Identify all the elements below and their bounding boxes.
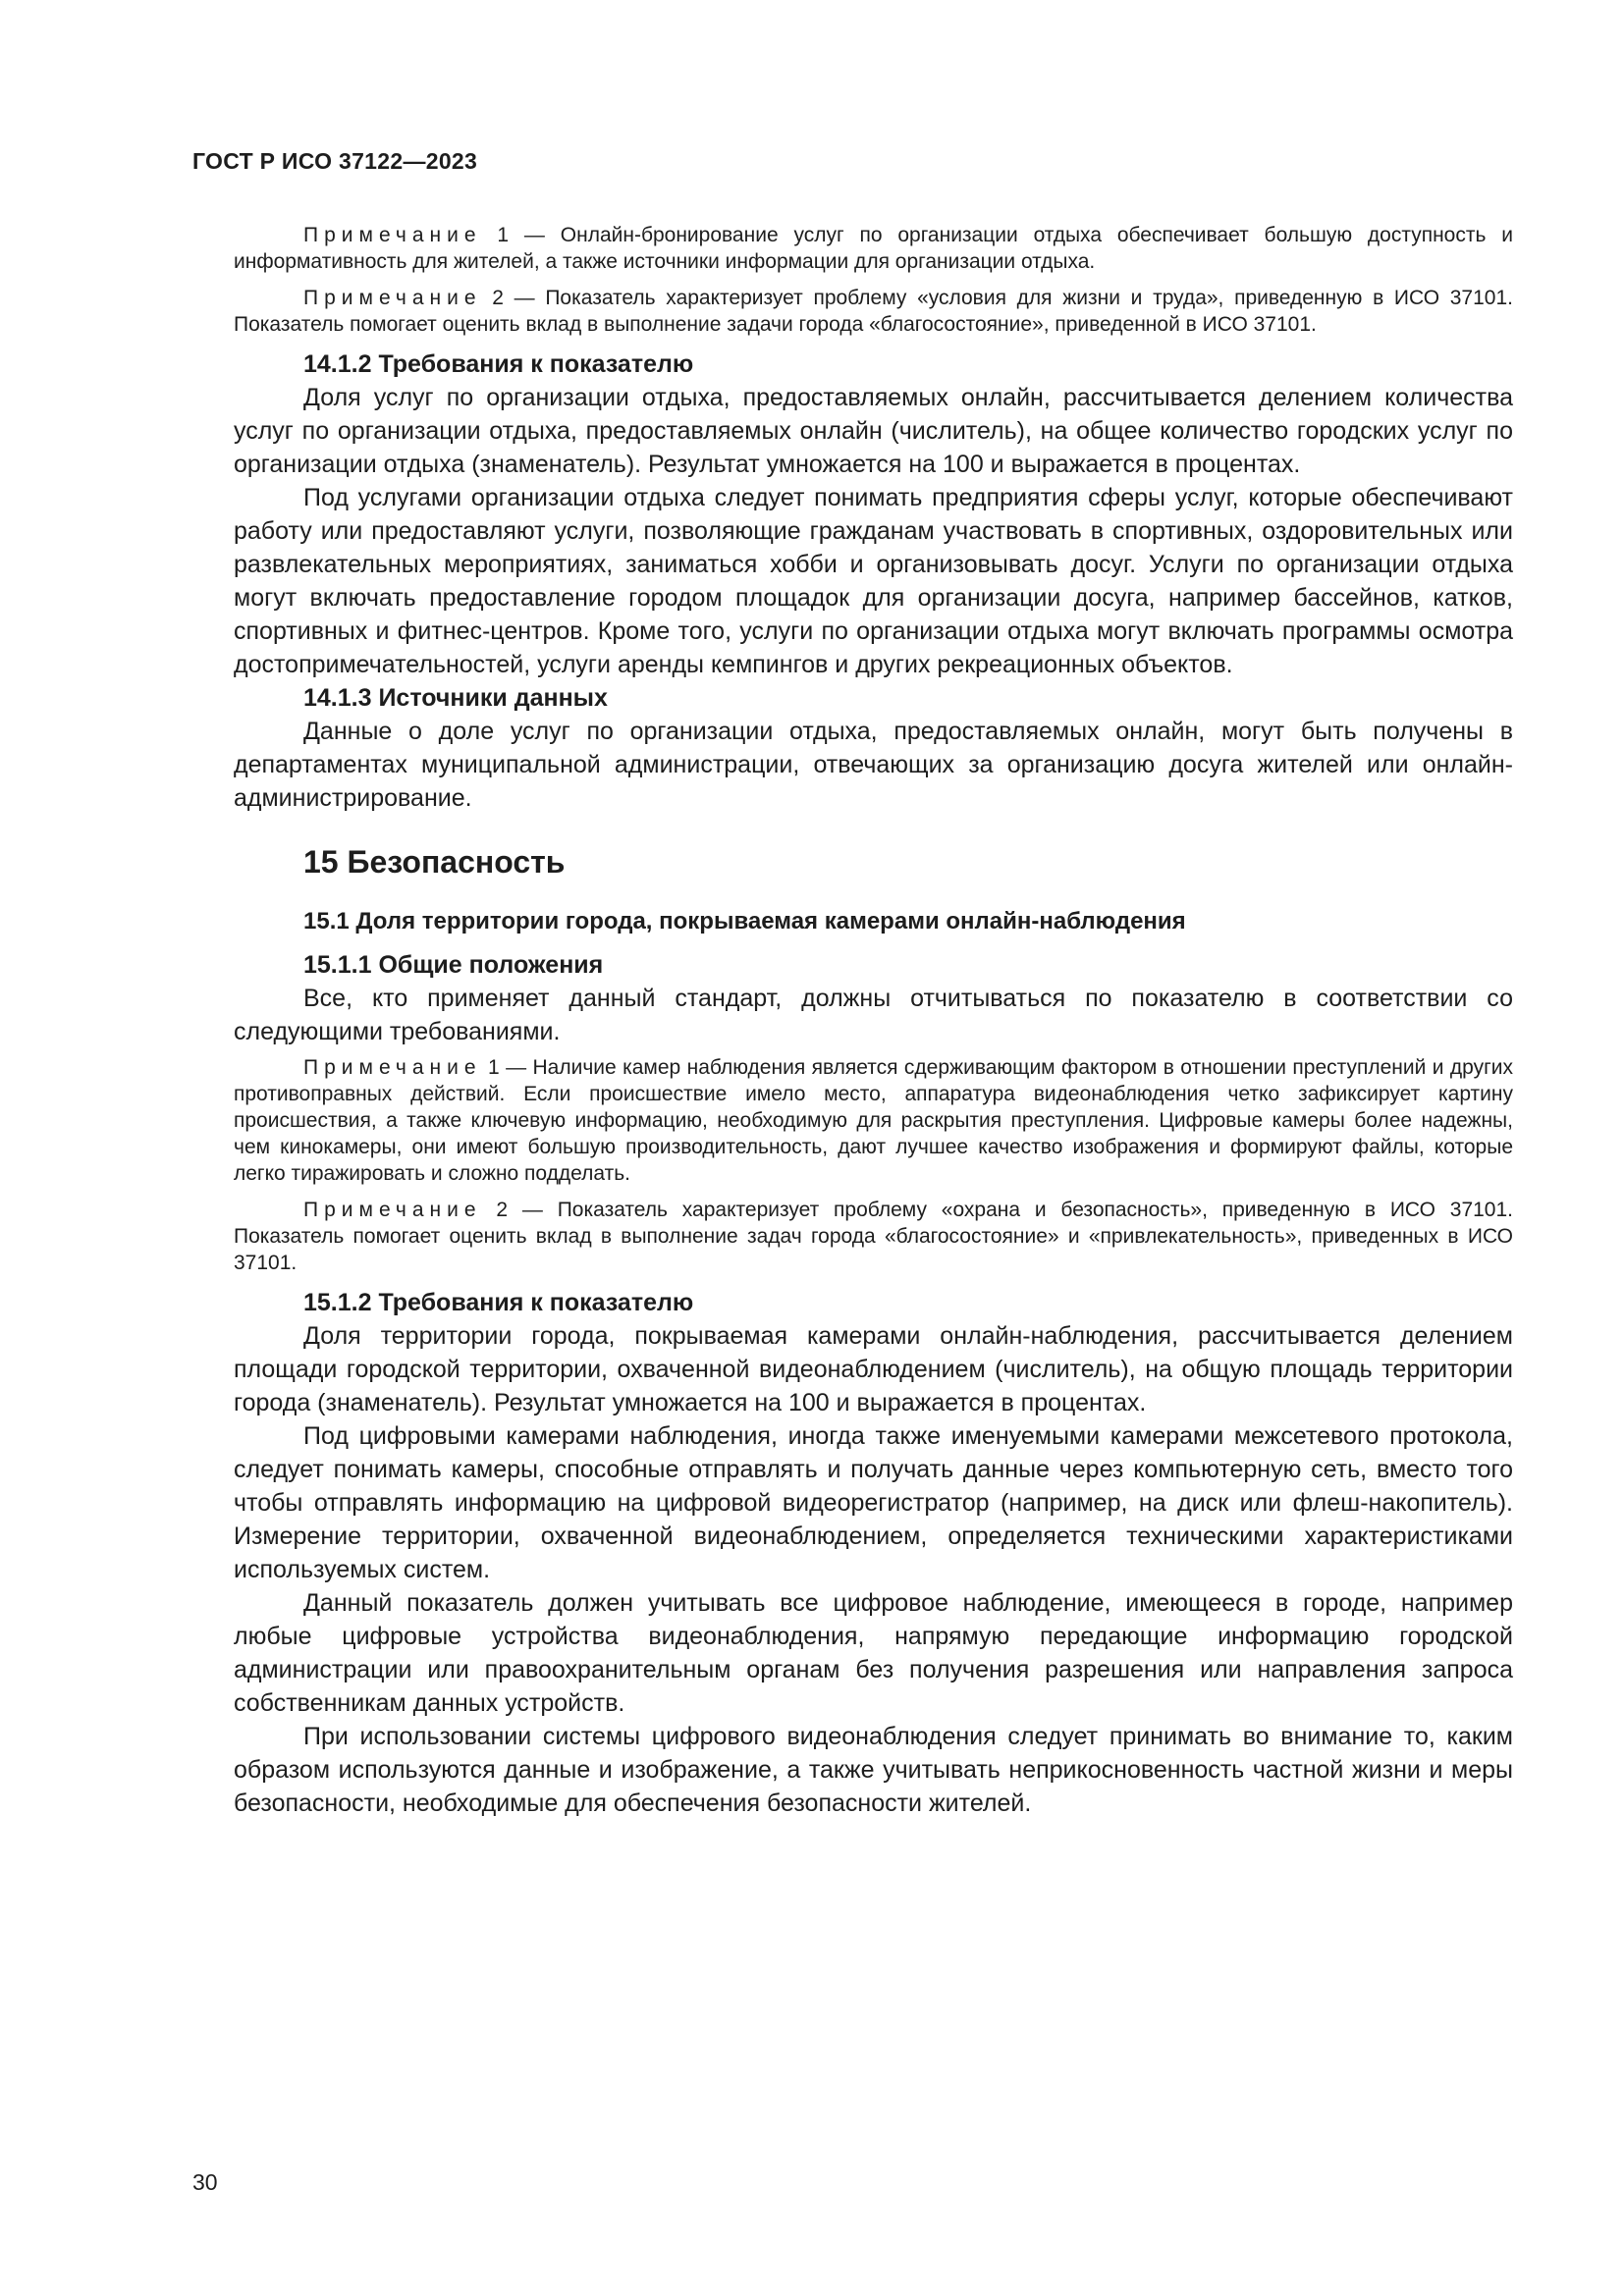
- note-14-2: [234, 285, 1513, 338]
- note-text: 1 — Онлайн-бронирование услуг по организации отдыха обеспечивает большую доступность и информативность для жителей, а также источники информации для организации отдыха.: [234, 224, 1513, 273]
- page-number: 30: [192, 2169, 218, 2195]
- note-label: Примечание: [303, 287, 482, 309]
- note-text: 2 — Показатель характеризует проблему «охрана и безопасность», приведенную в ИСО 37101. Показатель помогает оценить вклад в выполнение задач города «благосостояние» и «привлекательность», приведенных в ИСО 37101.: [234, 1199, 1513, 1274]
- note-15-1: [234, 1054, 1513, 1187]
- paragraph: Данный показатель должен учитывать все цифровое наблюдение, имеющееся в городе, например любые цифровые устройства видеонаблюдения, напрямую передающие информацию городской администрации или правоохранительным органам без получения разрешения или направления запроса собственникам данных устройств.: [234, 1589, 1513, 1717]
- note-label: Примечание: [303, 1199, 482, 1221]
- heading-15-1-1: 15.1.1 Общие положения: [303, 951, 604, 979]
- paragraph: При использовании системы цифрового видеонаблюдения следует принимать во внимание то, каким образом используются данные и изображение, а также учитывать неприкосновенность частной жизни и меры безопасности, необходимые для обеспечения безопасности жителей.: [234, 1723, 1513, 1817]
- paragraph: Данные о доле услуг по организации отдыха, предоставляемых онлайн, могут быть получены в департаментах муниципальной администрации, отвечающих за организацию досуга жителей или онлайн-администрирование.: [234, 718, 1513, 812]
- note-label: Примечание: [303, 224, 482, 246]
- paragraph: Под цифровыми камерами наблюдения, иногда также именуемыми камерами межсетевого протокола, следует понимать камеры, способные отправлять и получать данные через компьютерную сеть, вместо того чтобы отправлять информацию на цифровой видеорегистратор (например, на диск или флеш-накопитель). Измерение территории, охваченной видеонаблюдением, определяется техническими характеристиками используемых систем.: [234, 1422, 1513, 1583]
- note-text: 1 — Наличие камер наблюдения является сдерживающим фактором в отношении преступлений и других противоправных действий. Если происшествие имело место, аппаратура видеонаблюдения четко зафиксирует картину происшествия, а также ключевую информацию, необходимую для раскрытия преступления. Цифровые камеры более надежны, чем кинокамеры, они имеют большую производительность, дают лучшее качество изображения и формируют файлы, которые легко тиражировать и сложно подделать.: [234, 1056, 1513, 1185]
- paragraph: Под услугами организации отдыха следует понимать предприятия сферы услуг, которые обеспечивают работу или предоставляют услуги, позволяющие гражданам участвовать в спортивных, оздоровительных или развлекательных мероприятиях, заниматься хобби и организовывать досуг. Услуги по организации отдыха могут включать предоставление городом площадок для организации досуга, например бассейнов, катков, спортивных и фитнес-центров. Кроме того, услуги по организации отдыха могут включать программы осмотра достопримечательностей, услуги аренды кемпингов и других рекреационных объектов.: [234, 484, 1513, 678]
- page-content: [234, 222, 1513, 1820]
- paragraph: Доля услуг по организации отдыха, предоставляемых онлайн, рассчитывается делением количества услуг по организации отдыха, предоставляемых онлайн (числитель), на общее количество городских услуг по организации отдыха (знаменатель). Результат умножается на 100 и выражается в процентах.: [234, 384, 1513, 478]
- section-title-15: 15 Безопасность: [303, 844, 566, 880]
- paragraph: Доля территории города, покрываемая камерами онлайн-наблюдения, рассчитывается делением площади городской территории, охваченной видеонаблюдением (числитель), на общую площадь территории города (знаменатель). Результат умножается на 100 и выражается в процентах.: [234, 1322, 1513, 1416]
- heading-15-1-2: 15.1.2 Требования к показателю: [303, 1289, 694, 1316]
- standard-code-header: ГОСТ Р ИСО 37122—2023: [192, 148, 478, 174]
- note-text: 2 — Показатель характеризует проблему «условия для жизни и труда», приведенную в ИСО 37101. Показатель помогает оценить вклад в выполнение задачи города «благосостояние», приведенной в ИСО 37101.: [234, 287, 1513, 336]
- note-label: Примечание: [303, 1056, 482, 1079]
- note-14-1: [234, 222, 1513, 275]
- note-15-2: [234, 1197, 1513, 1276]
- heading-14-1-2: 14.1.2 Требования к показателю: [303, 350, 694, 378]
- heading-15-1: 15.1 Доля территории города, покрываемая камерами онлайн-наблюдения: [303, 908, 1186, 934]
- heading-14-1-3: 14.1.3 Источники данных: [303, 684, 608, 712]
- paragraph: Все, кто применяет данный стандарт, должны отчитываться по показателю в соответствии со следующими требованиями.: [234, 985, 1513, 1045]
